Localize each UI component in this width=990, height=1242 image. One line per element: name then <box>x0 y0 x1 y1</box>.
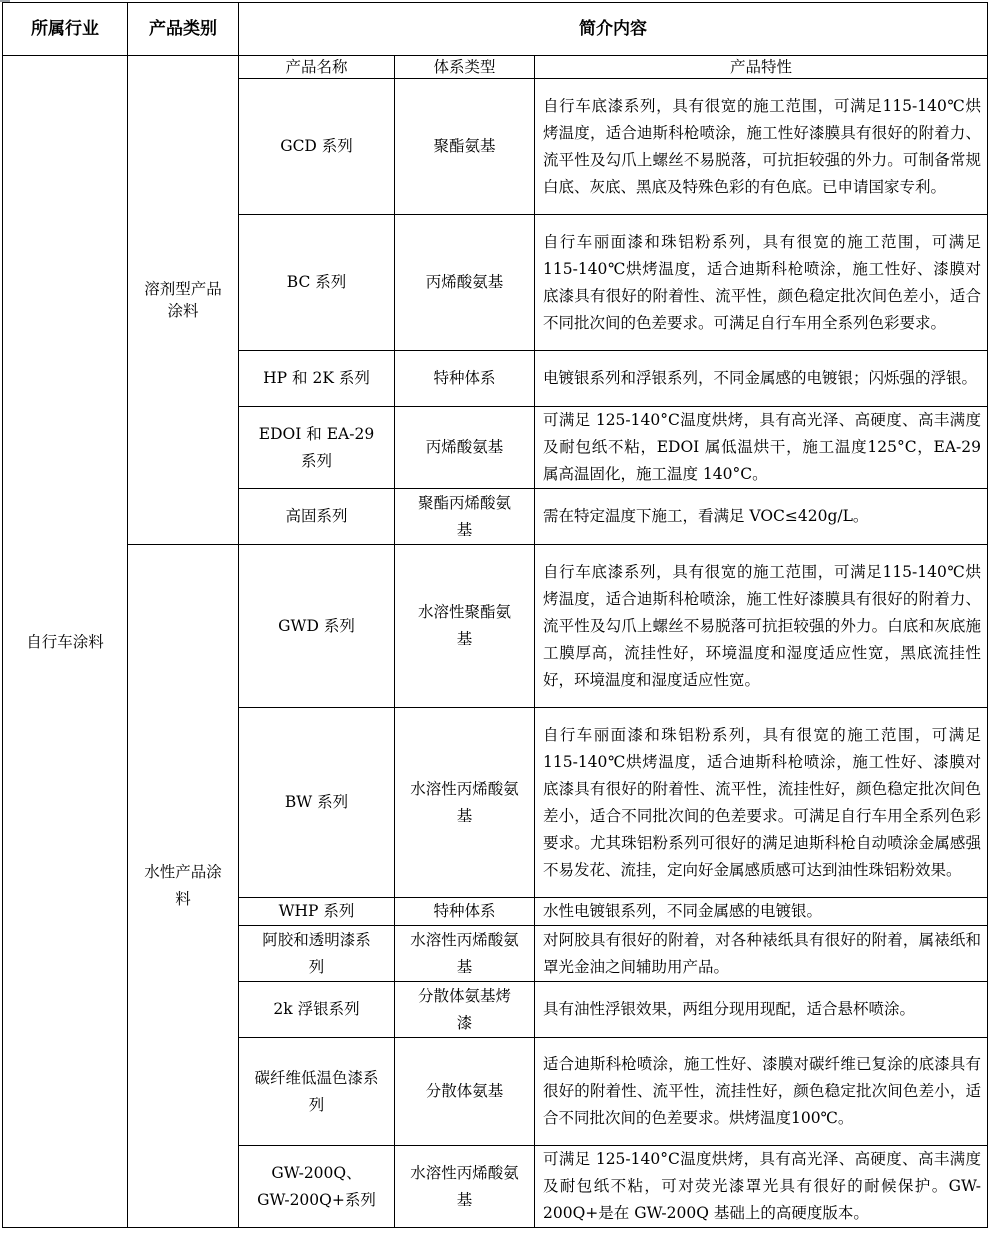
system-type-text: 水溶性聚酯氨基 <box>417 603 511 648</box>
header-content: 简介内容 <box>239 3 988 56</box>
category-label-solvent: 溶剂型产品涂料 <box>144 280 222 320</box>
product-name <box>239 1038 395 1146</box>
product-name: 高固系列 <box>239 489 395 545</box>
product-features: 对阿胶具有很好的附着，对各种裱纸具有很好的附着，属裱纸和罩光金油之间辅助用产品。 <box>535 926 988 982</box>
product-name: HP 和 2K 系列 <box>239 351 395 407</box>
product-name: GCD 系列 <box>239 79 395 215</box>
table-row <box>3 545 988 708</box>
product-features: 自行车丽面漆和珠铝粉系列，具有很宽的施工范围，可满足 115-140℃烘烤温度，适合迪斯科枪喷涂，施工性好、漆膜对底漆具有很好的附着性、流平性，颜色稳定批次间色差小，适合不同批次间的色差要求。可满足自行车用全系列色彩要求。 <box>535 215 988 351</box>
system-type: 聚酯氨基 <box>395 79 535 215</box>
system-type: 分散体氨基 <box>395 1038 535 1146</box>
system-type <box>395 708 535 898</box>
product-name-text: 阿胶和透明漆系列 <box>262 930 371 976</box>
product-features: 可满足 125-140°C温度烘烤，具有高光泽、高硬度、高丰满度及耐包纸不粘，可对荧光漆罩光具有很好的耐候保护。GW-200Q+是在 GW-200Q 基础上的高硬度版本。 <box>535 1146 988 1228</box>
product-name: GWD 系列 <box>239 545 395 708</box>
system-type <box>395 982 535 1038</box>
subheader-name: 产品名称 <box>239 56 395 79</box>
product-table <box>2 2 988 1228</box>
system-type: 特种体系 <box>395 898 535 926</box>
system-type <box>395 545 535 708</box>
header-category: 产品类别 <box>128 3 239 56</box>
product-name <box>239 926 395 982</box>
product-features: 自行车底漆系列，具有很宽的施工范围，可满足115-140℃烘烤温度，适合迪斯科枪喷涂，施工性好漆膜具有很好的附着力、流平性及勾爪上螺丝不易脱落，可抗拒较强的外力。可制备常规白底、灰底、黑底及特殊色彩的有色底。已申请国家专利。 <box>535 79 988 215</box>
product-features: 自行车丽面漆和珠铝粉系列，具有很宽的施工范围，可满足 115-140℃烘烤温度，适合迪斯科枪喷涂，施工性好、漆膜对底漆具有很好的附着性、流平性，流挂性好，颜色稳定批次间色差小，适合不同批次间的色差要求。可满足自行车用全系列色彩要求。尤其珠铝粉系列可很好的满足迪斯科枪自动喷涂金属感强不易发花、流挂，定向好金属感质感可达到油性珠铝粉效果。 <box>535 708 988 898</box>
subheader-features: 产品特性 <box>535 56 988 79</box>
system-type-text: 分散体氨基烤漆 <box>417 986 511 1032</box>
header-row <box>3 3 988 56</box>
system-type: 丙烯酸氨基 <box>395 215 535 351</box>
system-type <box>395 926 535 982</box>
product-name <box>239 407 395 489</box>
subheader-system: 体系类型 <box>395 56 535 79</box>
product-name: BC 系列 <box>239 215 395 351</box>
industry-cell: 自行车涂料 <box>3 56 128 1228</box>
category-cell-solvent <box>128 56 239 545</box>
system-type-text: 水溶性丙烯酸氨基 <box>410 930 519 976</box>
product-features: 适合迪斯科枪喷涂，施工性好、漆膜对碳纤维已复涂的底漆具有很好的附着性、流平性，流挂性好，颜色稳定批次间色差小，适合不同批次间的色差要求。烘烤温度100℃。 <box>535 1038 988 1146</box>
product-features: 具有油性浮银效果，两组分现用现配，适合悬杯喷涂。 <box>535 982 988 1038</box>
product-features: 需在特定温度下施工，看满足 VOC≤420g/L。 <box>535 489 988 545</box>
system-type-text: 水溶性丙烯酸氨基 <box>410 1163 519 1209</box>
product-name-text: 碳纤维低温色漆系列 <box>254 1068 379 1114</box>
product-name: 2k 浮银系列 <box>239 982 395 1038</box>
system-type: 丙烯酸氨基 <box>395 407 535 489</box>
product-name: WHP 系列 <box>239 898 395 926</box>
system-type: 特种体系 <box>395 351 535 407</box>
system-type <box>395 1146 535 1228</box>
system-type <box>395 489 535 545</box>
product-name-text: GW-200Q、GW-200Q+系列 <box>257 1163 376 1209</box>
subheader-row <box>3 56 988 79</box>
product-features: 水性电镀银系列，不同金属感的电镀银。 <box>535 898 988 926</box>
product-name: BW 系列 <box>239 708 395 898</box>
system-type-text: 聚酯丙烯酸氨基 <box>417 493 511 539</box>
category-cell-water <box>128 545 239 1228</box>
product-name <box>239 1146 395 1228</box>
product-name-text: EDOI 和 EA-29 系列 <box>258 424 375 470</box>
header-industry: 所属行业 <box>3 3 128 56</box>
product-features: 自行车底漆系列，具有很宽的施工范围，可满足115-140℃烘烤温度，适合迪斯科枪喷涂，施工性好漆膜具有很好的附着力、流平性及勾爪上螺丝不易脱落可抗拒较强的外力。白底和灰底施工膜厚高，流挂性好，环境温度和湿度适应性宽，黑底流挂性好，环境温度和湿度适应性宽。 <box>535 545 988 708</box>
product-features: 电镀银系列和浮银系列，不同金属感的电镀银；闪烁强的浮银。 <box>535 351 988 407</box>
product-features: 可满足 125-140°C温度烘烤，具有高光泽、高硬度、高丰满度及耐包纸不粘，EDOI 属低温烘干，施工温度125°C，EA-29 属高温固化，施工温度 140°C。 <box>535 407 988 489</box>
category-label-water: 水性产品涂料 <box>144 863 222 908</box>
system-type-text: 水溶性丙烯酸氨基 <box>410 779 519 825</box>
